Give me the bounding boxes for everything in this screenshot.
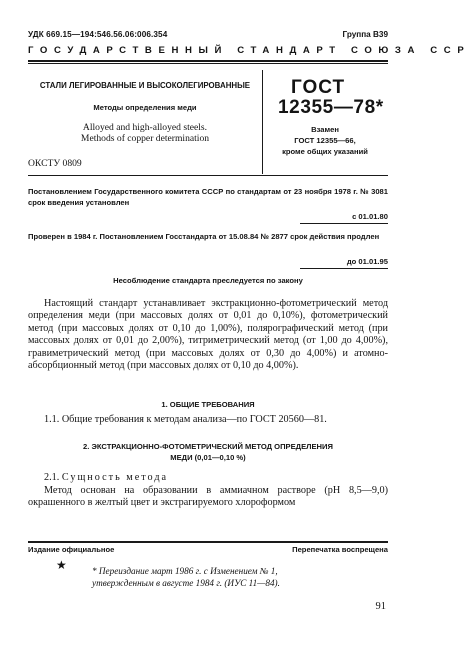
title-vertical-divider xyxy=(262,70,263,174)
effective-date: с 01.01.80 xyxy=(352,212,388,221)
section-2-heading-line-2: МЕДИ (0,01—0,10 %) xyxy=(170,453,246,462)
reprint-prohibited: Перепечатка воспрещена xyxy=(292,545,388,554)
clause-2-1 xyxy=(28,472,388,484)
group-code: Группа В39 xyxy=(342,30,388,39)
reissue-footnote xyxy=(92,565,388,589)
replaces-note: кроме общих указаний xyxy=(282,147,368,156)
intro-paragraph: Настоящий стандарт устанавливает экстракционно-фотометрический метод определения меди (при массовых долях от 0,01 до 0,10%), фотометрический метод (при массовых долях от 0,10 до 1,00%), полярографический метод (при массовых долях от 0,01 до 2,00%), титриметрический метод (от 1,00 до 4,00%), гравиметрический метод (при массовых долях от 0,30 до 4,00%) и атомно-абсорбционный метод (при массовых долях от 0,10 до 4,00%). xyxy=(28,298,388,372)
title-rule xyxy=(28,175,388,176)
compliance-notice: Несоблюдение стандарта преследуется по закону xyxy=(113,276,303,285)
effective-date-rule xyxy=(300,223,388,224)
clause-1-1: 1.1. Общие требования к методам анализа—по ГОСТ 20560—81. xyxy=(44,414,327,425)
header-rule-top xyxy=(28,60,388,62)
english-title xyxy=(36,122,254,144)
clause-2-1-number: 2.1. xyxy=(44,472,60,483)
method-title: Методы определения меди xyxy=(93,103,197,112)
replaces-block xyxy=(262,124,388,157)
star-icon: ★ xyxy=(56,558,67,572)
english-title-line-2: Methods of copper determination xyxy=(80,133,210,144)
gost-label: ГОСТ xyxy=(291,77,346,98)
footnote-line-1: * Переиздание март 1986 г. с Изменением № 1, xyxy=(92,566,278,576)
udk-code: УДК 669.15—194:546.56.06:006.354 xyxy=(28,30,168,39)
footnote-line-2: утвержденным в августе 1984 г. (ИУС 11—84). xyxy=(92,578,280,588)
section-1-heading: 1. ОБЩИЕ ТРЕБОВАНИЯ xyxy=(161,400,255,409)
header-rule-bottom xyxy=(28,63,388,64)
footer-rule xyxy=(28,541,388,543)
page-number: 91 xyxy=(375,601,386,612)
okstu-code: ОКСТУ 0809 xyxy=(28,158,82,169)
official-edition: Издание официальное xyxy=(28,545,115,554)
decree-text: Постановлением Государственного комитета СССР по стандартам от 23 ноября 1978 г. № 3081 срок введения установлен xyxy=(28,187,388,207)
section-2-heading xyxy=(28,441,388,463)
extended-date: до 01.01.95 xyxy=(346,257,388,266)
method-principle-paragraph: Метод основан на образовании в аммиачном растворе (pH 8,5—9,0) окрашенного в желтый цвет и экстрагируемого хлороформом xyxy=(28,485,388,509)
extended-date-rule xyxy=(300,268,388,269)
standard-banner: ГОСУДАРСТВЕННЫЙ СТАНДАРТ СОЮЗА ССР xyxy=(28,45,470,56)
english-title-line-1: Alloyed and high-alloyed steels. xyxy=(82,122,208,133)
section-2-heading-line-1: 2. ЭКСТРАКЦИОННО-ФОТОМЕТРИЧЕСКИЙ МЕТОД ОПРЕДЕЛЕНИЯ xyxy=(83,442,333,451)
standard-title: СТАЛИ ЛЕГИРОВАННЫЕ И ВЫСОКОЛЕГИРОВАННЫЕ xyxy=(39,81,251,90)
clause-2-1-title: Сущность метода xyxy=(61,472,169,483)
replaces-standard: ГОСТ 12355—66, xyxy=(294,136,356,145)
checked-text: Проверен в 1984 г. Постановлением Госстандарта от 15.08.84 № 2877 срок действия продлен xyxy=(28,232,380,241)
gost-number: 12355—78* xyxy=(278,97,384,118)
replaces-title: Взамен xyxy=(311,125,339,134)
